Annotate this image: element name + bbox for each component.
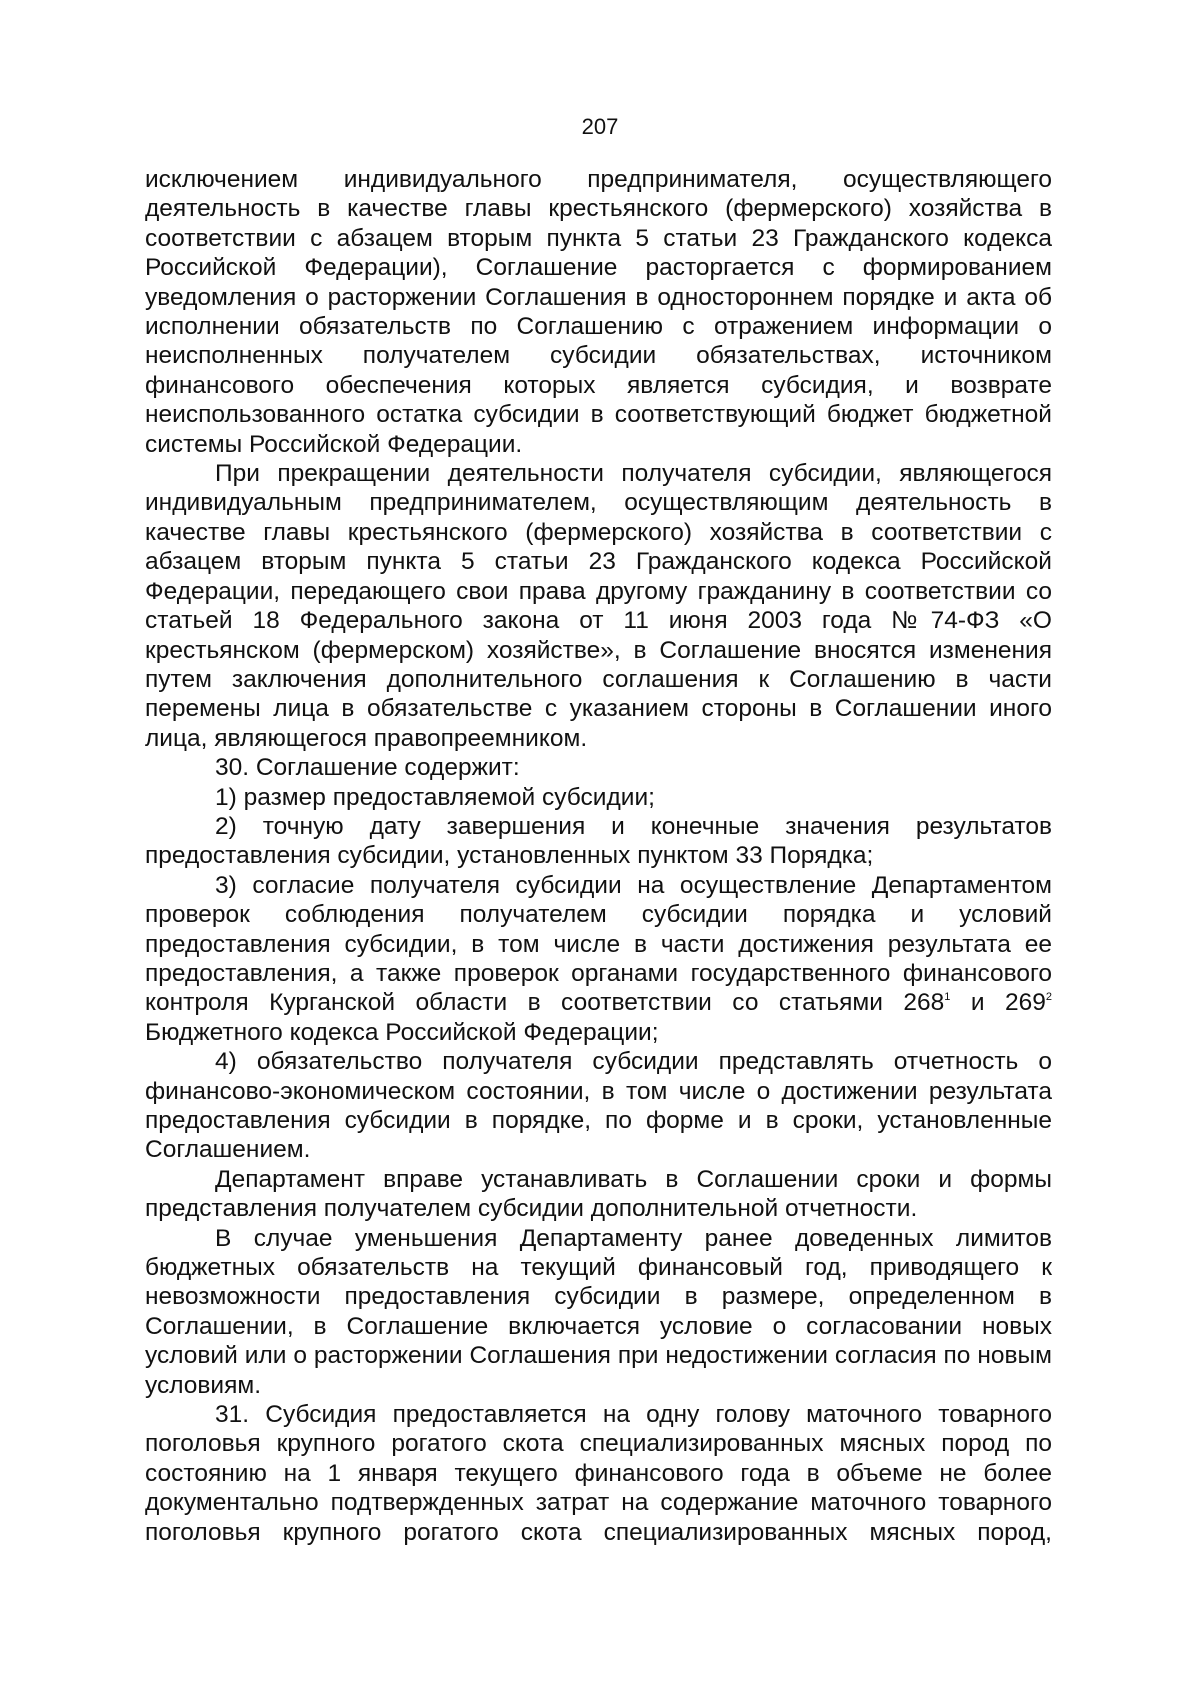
document-body [145, 165, 1052, 1547]
list-item-3-text-after: Бюджетного кодекса Российской Федерации; [145, 1018, 659, 1046]
page-number: 207 [581, 114, 619, 139]
superscript-1: 1 [944, 991, 951, 1004]
paragraph-limits-reduction: В случае уменьшения Департаменту ранее доведенных лимитов бюджетных обязательств на текущий финансовый год, приводящего к невозможности предоставления субсидии в размере, определенном в Соглашении, в Соглашение включается условие о согласовании новых условий или о расторжении Соглашения при недостижении согласия по новым условиям. [145, 1224, 1052, 1399]
list-item-3 [145, 871, 1052, 1047]
list-item-3-text-before: 3) согласие получателя субсидии на осуществление Департаментом проверок соблюдения получателем субсидии порядка и условий предоставления субсидии, в том числе в части достижения результата ее предоставления, а также проверок органами государственного финансового контроля Курганской области в соответствии со статьями 268 [145, 871, 1052, 1017]
list-item-4: 4) обязательство получателя субсидии представлять отчетность о финансово-экономическом состоянии, в том числе о достижении результата предоставления субсидии в порядке, по форме и в сроки, установленные Соглашением. [145, 1048, 1052, 1164]
paragraph-termination: исключением индивидуального предпринимателя, осуществляющего деятельность в качестве главы крестьянского (фермерского) хозяйства в соответствии с абзацем вторым пункта 5 статьи 23 Гражданского кодекса Российской Федерации), Соглашение расторгается с формированием уведомления о расторжении Соглашения в одностороннем порядке и акта об исполнении обязательств по Соглашению с отражением информации о неисполненных получателем субсидии обязательствах, источником финансового обеспечения которых является субсидия, и возврате неиспользованного остатка субсидии в соответствующий бюджет бюджетной системы Российской Федерации. [145, 166, 1052, 458]
list-item-1: 1) размер предоставляемой субсидии; [215, 783, 655, 811]
paragraph-31: 31. Субсидия предоставляется на одну голову маточного товарного поголовья крупного рогатого скота специализированных мясных пород по состоянию на 1 января текущего финансового года в объеме не более документально подтвержденных затрат на содержание маточного товарного поголовья крупного рогатого скота специализированных мясных пород, [145, 1401, 1052, 1546]
superscript-2: 2 [1045, 991, 1052, 1004]
paragraph-additional-reporting: Департамент вправе устанавливать в Соглашении сроки и формы представления получателем субсидии дополнительной отчетности. [145, 1165, 1052, 1223]
paragraph-succession: При прекращении деятельности получателя субсидии, являющегося индивидуальным предпринимателем, осуществляющим деятельность в качестве главы крестьянского (фермерского) хозяйства в соответствии с абзацем вторым пункта 5 статьи 23 Гражданского кодекса Российской Федерации, передающего свои права другому гражданину в соответствии со статьей 18 Федерального закона от 11 июня 2003 года №74-ФЗ «О крестьянском (фермерском) хозяйстве», в Соглашение вносятся изменения путем заключения дополнительного соглашения к Соглашению в части перемены лица в обязательстве с указанием стороны в Соглашении иного лица, являющегося правопреемником. [145, 460, 1052, 752]
list-item-2: 2) точную дату завершения и конечные значения результатов предоставления субсидии, установленных пунктом 33 Порядка; [145, 812, 1052, 870]
list-item-3-text-middle: и 269 [950, 989, 1046, 1017]
paragraph-30-heading: 30. Соглашение содержит: [215, 754, 520, 782]
